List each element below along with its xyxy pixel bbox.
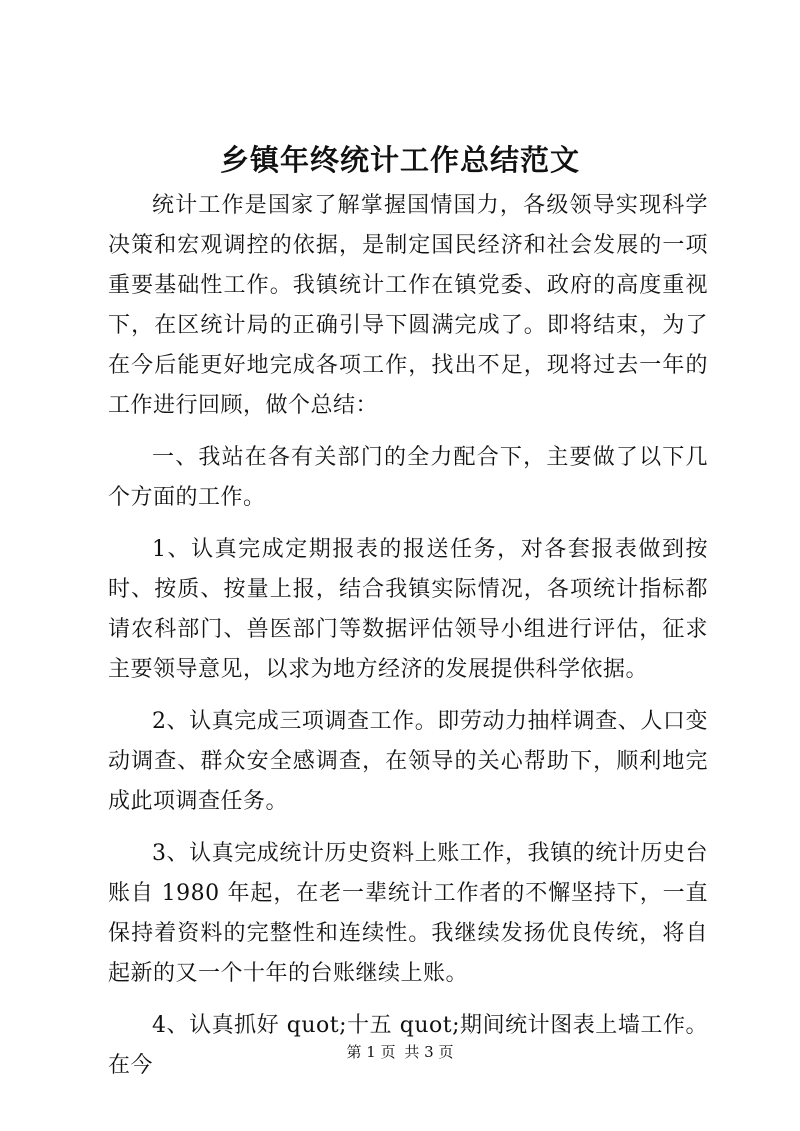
total-pages: 共 3 页 xyxy=(404,1043,454,1061)
page-number: 第 1 页 xyxy=(346,1043,396,1061)
paragraph-item-2: 2、认真完成三项调查工作。即劳动力抽样调查、人口变动调查、群众安全感调查，在领导的关心帮助下，顺利地完成此项调查任务。 xyxy=(108,709,708,814)
paragraph-item-4: 4、认真抓好 quot;十五 quot;期间统计图表上墙工作。在今 xyxy=(108,1013,708,1078)
paragraph-intro: 统计工作是国家了解掌握国情国力，各级领导实现科学决策和宏观调控的依据，是制定国民经济和社会发展的一项重要基础性工作。我镇统计工作在镇党委、政府的高度重视下，在区统计局的正确引导下圆满完成了。即将结束，为了在今后能更好地完成各项工作，找出不足，现将过去一年的工作进行回顾，做个总结： xyxy=(108,193,708,418)
page-footer xyxy=(0,1042,800,1062)
document-title: 乡镇年终统计工作总结范文 xyxy=(219,143,580,177)
paragraph-item-3: 3、认真完成统计历史资料上账工作，我镇的统计历史台账自 1980 年起，在老一辈统计工作者的不懈坚持下，一直保持着资料的完整性和连续性。我继续发扬优良传统，将自起新的又一个十年的台账继续上账。 xyxy=(108,841,708,986)
document-body xyxy=(108,186,708,1098)
paragraph-section-1: 一、我站在各有关部门的全力配合下，主要做了以下几个方面的工作。 xyxy=(108,445,708,510)
paragraph-item-1: 1、认真完成定期报表的报送任务，对各套报表做到按时、按质、按量上报，结合我镇实际情况，各项统计指标都请农科部门、兽医部门等数据评估领导小组进行评估，征求主要领导意见，以求为地方经济的发展提供科学依据。 xyxy=(108,537,708,682)
